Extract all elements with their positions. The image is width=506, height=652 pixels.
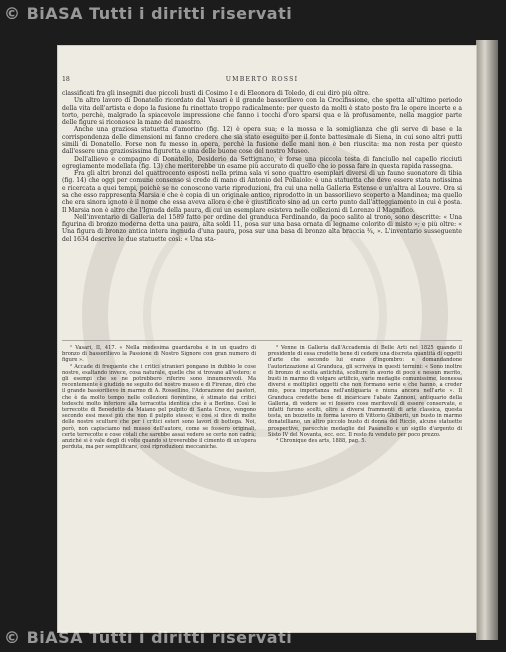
- watermark-text-bottom: © BiASA Tutti i diritti riservati: [4, 628, 293, 647]
- running-head: UMBERTO ROSSI: [225, 76, 299, 83]
- footnote-column-right: [268, 345, 462, 627]
- footnote: ³ Venne in Galleria dall'Accademia di Belle Arti nel 1825 quando il presidente di essa credette bene di cedere una discreta quantità di oggetti d'arte che secondo lui erano d'ingombro: e domandandone l'autorizzazione al Granduca, gli scriveva in questi termini: « Sono inoltre di bronzo di scelta antichità, scolture in avorio di poco e nessun merito, busti in marmo di volgare artificio, varie medaglie comunissime, leonessa diversi e moltiplici oggetti che non formano serie e che hanno, a creder mio, poca importanza nell'antiquaria e niuna ancora nell'arte ». Il Granduca credette bene di incaricare l'abate Zannoni, antiquario della Galleria, di vedere se vi fossero cose meritevoli di essere conservate, e infatti furono scelti, oltre a diversi frammenti di arte classica, questa testa, un bozzetto in forma lavoro di Vittorio Ghiberti, un busto in marmo donatelliano, un altro piccolo busto di donna del Riccio, alcune statuette prospective, parecchie medaglie del Pasanello e un sigillo d'argento di Sisto IV del Novanta, ecc. ecc. Il resto fu venduto per poco prezzo.: [268, 345, 462, 438]
- footnote: ⁴ Chronique des arts, 1888, pag. 5.: [276, 438, 367, 445]
- paragraph: Dell'allievo e compagno di Donatello, Desiderio da Settignano, è forse una piccola testa di fanciullo nel capello ricciuti egregiamente modellata (fig. 13) che meriterebbe un esame più accurato di quello che io possa fare in questa rapida rassegna.: [62, 155, 462, 170]
- footnote-column-left: [62, 345, 256, 627]
- paragraph: Fra gli altri bronzi del quattrocento esposti nella prima sala vi sono quattro esemplari diversi di un fauno suonatore di tibia (fig. 14) che oggi per comune consenso si crede di mano di Antonio del Pollaiolo: è una statuetta che deve essere stata notissima e ricercata a quei tempi, poichè se ne conoscono varie riproduzioni, fra cui una nella Galleria Estense e un'altra al Louvre. Ora si sa che esso rappresenta Marsia e che è copia di un originale antico, riprodotto in un bassorilievo scoperto a Mandinea; ma quello che era sinora ignoto è il nome che essa aveva allora e che è giustificato sino ad un certo punto dall'atteggiamento in cui è posta. Il Marsia non è altro che l'Ignuda della paura, di cui un esemplare esisteva nelle collezioni di Lorenzo il Magnifico.: [62, 170, 462, 214]
- footnotes: [62, 345, 462, 627]
- watermark-text-top: © BiASA Tutti i diritti riservati: [4, 4, 293, 23]
- paragraph: Nell'inventario di Galleria del 1589 fatto per ordine del granduca Ferdinando, da poco salito al trono, sono descritte: « Una figurina di bronzo moderna detta una paura, alta soldi 11, posa sur una basa ornata di legname colorito di misto »; e più oltre: « Una figura di bronzo antica intera ingnuda d'una paura, posa sur una basa di bronzo alta braccia ¾, ». L'inventario susseguente del 1634 descrive le due statuette così: « Una sta-: [62, 213, 462, 243]
- paragraph: Anche una graziosa statuetta d'amorino (fig. 12) è opera sua; e la mossa e la somiglianza che gli serve di base e la corrispondenza delle dimensioni mi fanno credere che sia stato eseguito per il fonte battesimale di Siena, in cui sono altri putti simili di Donatello. Forse non fu messo in opera, perchè la fusione delle mani non è ben riuscita: ma non resta per questo dall'essere una graziosissima figuretta e una delle buone cose del nostro Museo.: [62, 126, 462, 156]
- footnote-divider: [62, 340, 462, 341]
- page-edge: [476, 40, 498, 640]
- page-number: 18: [62, 76, 70, 83]
- page-header: [62, 76, 462, 88]
- paragraph: Un altro lavoro di Donatello ricordato dal Vasari è il grande bassorilievo con la Crocifissione, che spetta all'ultimo periodo della vita dell'artista e dopo la fusione fu rinettato troppo radicalmente: per questo da molti è stato posto fra le opere incerte e a torto, perchè, malgrado la spiacevole impressione che fanno i tocchi d'oro sparsi qua e là profusamente, nella maggior parte delle figure si riconosce la mano del maestro.: [62, 97, 462, 127]
- footnote: ¹ Vasari, II, 417. « Nella medesima guardaroba è in un quadro di bronzo di bassorilievo la Passione di Nostro Signore con gran numero di figure ».: [62, 345, 256, 364]
- main-text: [62, 90, 462, 332]
- paragraph: classificati fra gli insegniti due piccoli busti di Cosimo I e di Eleonora di Toledo, di cui dirò più oltre.: [62, 90, 370, 97]
- footnote: ² Accade di frequente che i critici stranieri pongano in dubbio le cose nostre, esaltando invece, cosa naturale, quelle che si trovano all'estero; e gli esempi che se ne potrebbero riferire sono innumerevoli. Ma recentemente è giudizio ne seguito del nostro museo e di Firenze, dirò che il grande bassorilievo in marmo di A. Rossellino, l'Adorazione dei pastori, che è da molto tempo nelle collezioni fiorentine, è stimato dai critici tedeschi molto inferiore alla terracotta identica che è a Berlino. Così le terrecotte di Benedetto da Maiano pel pulpito di Santa Croce, vengono secondo essi messi più che non il pulpito stesso; e così si dice di molte delle nostre sculture che per i critici esteri sono lavori di bottega. Noi, però, non capisciamo nel museo dell'autore, come se fossero originali, certe terrecotte e cose cotali che sarebbe assai vedere se certo non cadrà; anzichè si è vale degli di volte quando si troverebbe il cimento di un'opera perduta, ma per semplificare, così riproduzioni meccaniche.: [62, 363, 256, 451]
